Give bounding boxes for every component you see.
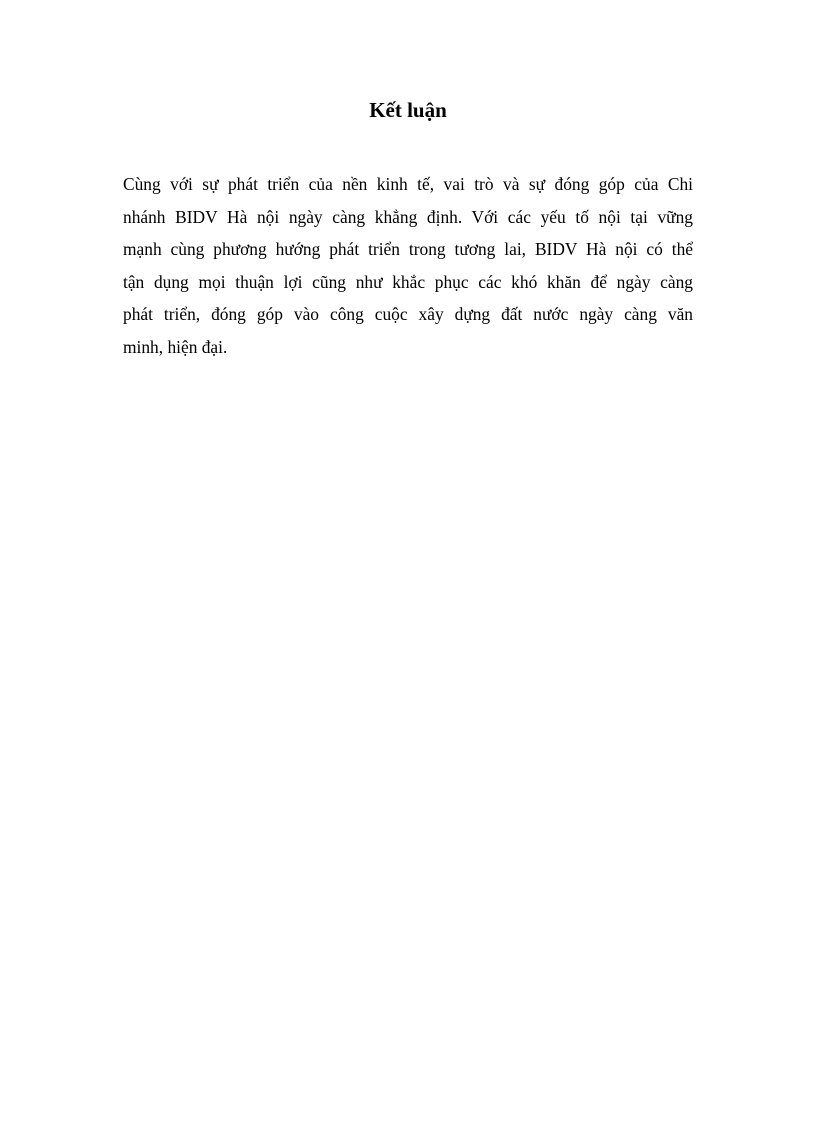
paragraph-line: mạnh cùng phương hướng phát triển trong tương lai, BIDV Hà nội có thể [123, 239, 693, 259]
paragraph-line: phát triển, đóng góp vào công cuộc xây dựng đất nước ngày càng văn [123, 304, 693, 324]
paragraph-line: tận dụng mọi thuận lợi cũng như khắc phục các khó khăn để ngày càng [123, 271, 693, 292]
paragraph-line: Cùng với sự phát triển của nền kinh tế, vai trò và sự đóng góp của Chi [123, 174, 693, 194]
paragraph-line: minh, hiện đại. [123, 336, 228, 357]
page-title: Kết luận [369, 98, 447, 122]
paragraph-line: nhánh BIDV Hà nội ngày càng khẳng định. Với các yếu tố nội tại vững [123, 206, 693, 227]
conclusion-paragraph [123, 168, 693, 363]
